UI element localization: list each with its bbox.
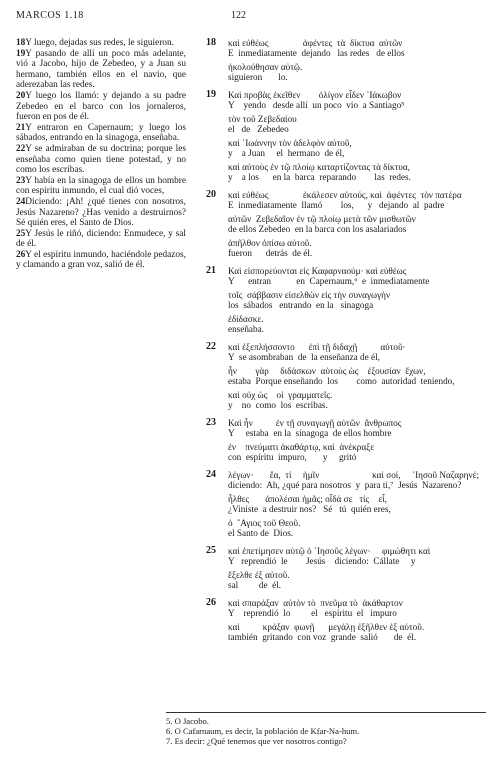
interlinear-pair	[228, 290, 494, 310]
verse-text: Y luego, dejadas sus redes, le siguieron.	[25, 38, 174, 48]
verse-number: 19	[206, 89, 216, 100]
spanish-gloss-line: y a Juan el hermano de él,	[228, 148, 345, 158]
spanish-gloss-line: Y reprendió lo el espíritu el impuro	[228, 608, 397, 618]
interlinear-verse	[206, 546, 494, 590]
greek-line: ἔξελθε ἐξ αὐτοῦ.	[228, 570, 290, 580]
verse-number: 23	[16, 175, 26, 186]
greek-line: καὶ ἐπετίμησεν αὐτῷ ὁ ᾽Ιησοῦς λέγων· φιμώθητι καὶ	[228, 546, 431, 556]
verse-text: Y entraron en Capernaum; y luego los sábados, entrando en la sinagoga, enseñaba.	[16, 122, 186, 144]
verse-number: 18	[16, 38, 26, 48]
greek-line: καὶ ᾽Ιωάννην τὸν ἀδελφὸν αὐτοῦ,	[228, 138, 352, 148]
interlinear-pair	[228, 190, 494, 210]
spanish-gloss-line: Y estaba en la sinagoga de ellos hombre	[228, 428, 392, 438]
interlinear-pair	[228, 342, 494, 362]
verse-paragraph	[16, 123, 186, 144]
interlinear-verse	[206, 90, 494, 182]
verse-number: 26	[16, 249, 26, 260]
greek-line: καὶ οὐχ ὡς οἱ γραμματεῖς.	[228, 390, 333, 400]
verse-number: 22	[16, 143, 26, 154]
verse-number: 23	[206, 417, 216, 428]
verse-text: Y luego los llamó: y dejando a su padre Zebedeo en el barco con los jornaleros, fueron en pos de él.	[16, 90, 186, 123]
interlinear-verse	[206, 418, 494, 462]
greek-line: ἀπῆλθον ὀπίσω αὐτοῦ.	[228, 238, 312, 248]
spanish-gloss-line: enseñaba.	[228, 324, 264, 334]
verse-paragraph	[16, 229, 186, 250]
interlinear-pair	[228, 162, 494, 182]
spanish-gloss-line: y a los en la barca reparando las redes.	[228, 172, 411, 182]
spanish-gloss-line: ¿Viniste a destruir nos? Sé tú quién eres,	[228, 504, 391, 514]
interlinear-pair	[228, 622, 494, 642]
spanish-gloss-line: el Santo de Dios.	[228, 528, 294, 538]
verse-number: 24	[16, 196, 26, 207]
verse-number: 20	[206, 189, 216, 200]
verse-text: Y pasando de allí un poco más adelante, vió a Jacobo, hijo de Zebedeo, y a Juan su hermano, también ellos en el navío, que aderezaban las redes.	[16, 48, 186, 91]
verse-number: 21	[16, 122, 26, 133]
spanish-gloss-line: Y reprendió le Jesús diciendo: Cállate y	[228, 556, 416, 566]
verse-number: 26	[206, 597, 216, 608]
greek-line: καὶ ἐξεπλήσσοντο ἐπὶ τῇ διδαχῇ αὐτοῦ·	[228, 342, 406, 352]
verse-paragraph	[16, 49, 186, 91]
interlinear-pair	[228, 62, 494, 82]
verse-number: 19	[16, 48, 26, 59]
greek-line: καὶ αὐτοὺς ἐν τῷ πλοίῳ καταρτίζοντας τὰ δίκτυα,	[228, 162, 410, 172]
interlinear-verse	[206, 598, 494, 642]
interlinear-verse	[206, 266, 494, 334]
verse-number: 18	[206, 37, 216, 48]
verse-number: 25	[16, 228, 26, 239]
interlinear-pair	[228, 314, 494, 334]
verse-text: Y había en la sinagoga de ellos un hombre con espíritu inmundo, el cual dió voces,	[16, 175, 186, 197]
verse-number: 24	[206, 469, 216, 480]
verse-number: 22	[206, 341, 216, 352]
spanish-gloss-line: siguieron lo.	[228, 72, 288, 82]
verse-paragraph	[16, 144, 186, 176]
verse-text: Y el espíritu inmundo, haciéndole pedazos, y clamando a gran voz, salió de él.	[16, 249, 186, 271]
interlinear-pair	[228, 214, 494, 234]
spanish-gloss-line: fueron detrás de él.	[228, 248, 313, 258]
verse-paragraph	[16, 250, 186, 271]
verse-text: Y se admiraban de su doctrina; porque les enseñaba como quien tiene potestad, y no como los escribas.	[16, 143, 186, 176]
spanish-gloss-line: el de Zebedeo	[228, 124, 289, 134]
greek-line: ἐδίδασκε.	[228, 314, 264, 324]
greek-line: ἐν πνεύματι ἀκαθάρτῳ, καὶ ἀνέκραξε	[228, 442, 375, 452]
interlinear-pair	[228, 390, 494, 410]
spanish-gloss-line: Y yendo desde allí un poco vio a Santiago⁵	[228, 100, 405, 110]
verse-paragraph	[16, 176, 186, 197]
interlinear-pair	[228, 518, 494, 538]
greek-line: Καὶ προβὰς ἐκεῖθεν ὀλίγον εἶδεν ᾽Ιάκωβον	[228, 90, 402, 100]
verse-text: Y Jesús le riñó, diciendo: Enmudece, y sal de él.	[16, 228, 186, 250]
spanish-gloss-line: Y entran en Capernaum,⁶ e inmediatamente	[228, 276, 430, 286]
footnote: 5. O Jacobo.	[166, 716, 209, 726]
interlinear-pair	[228, 598, 494, 618]
spanish-gloss-line: estaba Porque enseñando los como autoridad teniendo,	[228, 376, 455, 386]
interlinear-pair	[228, 470, 494, 490]
interlinear-column	[206, 38, 494, 650]
spanish-gloss-line: los sábados entrando en la sinagoga	[228, 300, 374, 310]
spanish-gloss-line: también gritando con voz grande salió de él.	[228, 632, 417, 642]
verse-number: 21	[206, 265, 216, 276]
greek-line: αὐτῶν Ζεβεδαῖον ἐν τῷ πλοίῳ μετὰ τῶν μισθωτῶν	[228, 214, 416, 224]
greek-line: λέγων· ἔα, τί ἡμῖν καὶ σοί, ᾽Ιησοῦ Ναζαρηνέ;	[228, 470, 480, 480]
interlinear-pair	[228, 494, 494, 514]
greek-line: καὶ σπαράξαν αὐτὸν τὸ πνεῦμα τὸ ἀκάθαρτον	[228, 598, 403, 608]
verse-number: 25	[206, 545, 216, 556]
interlinear-pair	[228, 38, 494, 58]
interlinear-verse	[206, 190, 494, 258]
interlinear-pair	[228, 418, 494, 438]
interlinear-verse	[206, 342, 494, 410]
page-number: 122	[231, 10, 246, 21]
interlinear-pair	[228, 138, 494, 158]
footnotes	[166, 716, 486, 746]
running-head: MARCOS 1.18	[16, 10, 84, 21]
spanish-text-column	[16, 38, 186, 271]
greek-line: Καὶ εἰσπορεύονται εἰς Καφαρναούμ· καὶ εὐθέως	[228, 266, 407, 276]
greek-line: ἦν γὰρ διδάσκων αὐτοὺς ὡς ἐξουσίαν ἔχων,	[228, 366, 426, 376]
spanish-gloss-line: con espíritu impuro, y gritó	[228, 452, 357, 462]
spanish-gloss-line: diciendo: Ah, ¿qué para nosotros y para ti,⁷ Jesús Nazareno?	[228, 480, 462, 490]
spanish-gloss-line: sal de él.	[228, 580, 282, 590]
interlinear-verse	[206, 38, 494, 82]
spanish-gloss-line: E inmediatamente dejando las redes de ellos	[228, 48, 405, 58]
verse-paragraph	[16, 91, 186, 123]
footnote-divider	[166, 712, 486, 713]
greek-line: ὁ ῞Αγιος τοῦ Θεοῦ.	[228, 518, 301, 528]
verse-number: 20	[16, 90, 26, 101]
interlinear-verse	[206, 470, 494, 538]
greek-line: ἦλθες ἀπολέσαι ἡμᾶς; οἶδά σε τίς εἶ,	[228, 494, 387, 504]
greek-line: ἠκολούθησαν αὐτῷ.	[228, 62, 303, 72]
greek-line: Καὶ ἦν ἐν τῇ συναγωγῇ αὐτῶν ἄνθρωπος	[228, 418, 402, 428]
interlinear-pair	[228, 114, 494, 134]
verse-text: Diciendo: ¡Ah! ¿qué tienes con nosotros, Jesús Nazareno? ¿Has venido a destruirnos? Sé quién eres, el Santo de Dios.	[16, 196, 186, 229]
footnote: 6. O Cafarnaum, es decir, la población de Kfar-Na-hum.	[166, 726, 360, 736]
greek-line: καὶ κράξαν φωνῇ μεγάλῃ ἐξῆλθεν ἐξ αὐτοῦ.	[228, 622, 425, 632]
greek-line: καὶ εὐθέως ἐκάλεσεν αὐτούς, καὶ ἀφέντες τὸν πατέρα	[228, 190, 462, 200]
greek-line: τὸν τοῦ Ζεβεδαίου	[228, 114, 297, 124]
interlinear-pair	[228, 366, 494, 386]
greek-line: καὶ εὐθέως ἀφέντες τὰ δίκτυα αὐτῶν	[228, 38, 403, 48]
verse-paragraph	[16, 38, 186, 49]
spanish-gloss-line: Y se asombraban de la enseñanza de él,	[228, 352, 380, 362]
interlinear-pair	[228, 266, 494, 286]
greek-line: τοῖς σάββασιν εἰσελθὼν εἰς τὴν συναγωγὴν	[228, 290, 391, 300]
spanish-gloss-line: E inmediatamente llamó los, y dejando al padre	[228, 200, 445, 210]
interlinear-pair	[228, 570, 494, 590]
interlinear-pair	[228, 442, 494, 462]
interlinear-pair	[228, 546, 494, 566]
verse-paragraph	[16, 197, 186, 229]
spanish-gloss-line: de ellos Zebedeo en la barca con los asalariados	[228, 224, 407, 234]
spanish-gloss-line: y no como los escribas.	[228, 400, 328, 410]
footnote: 7. Es decir: ¿Qué tenemos que ver nosotros contigo?	[166, 736, 347, 746]
interlinear-pair	[228, 90, 494, 110]
interlinear-pair	[228, 238, 494, 258]
